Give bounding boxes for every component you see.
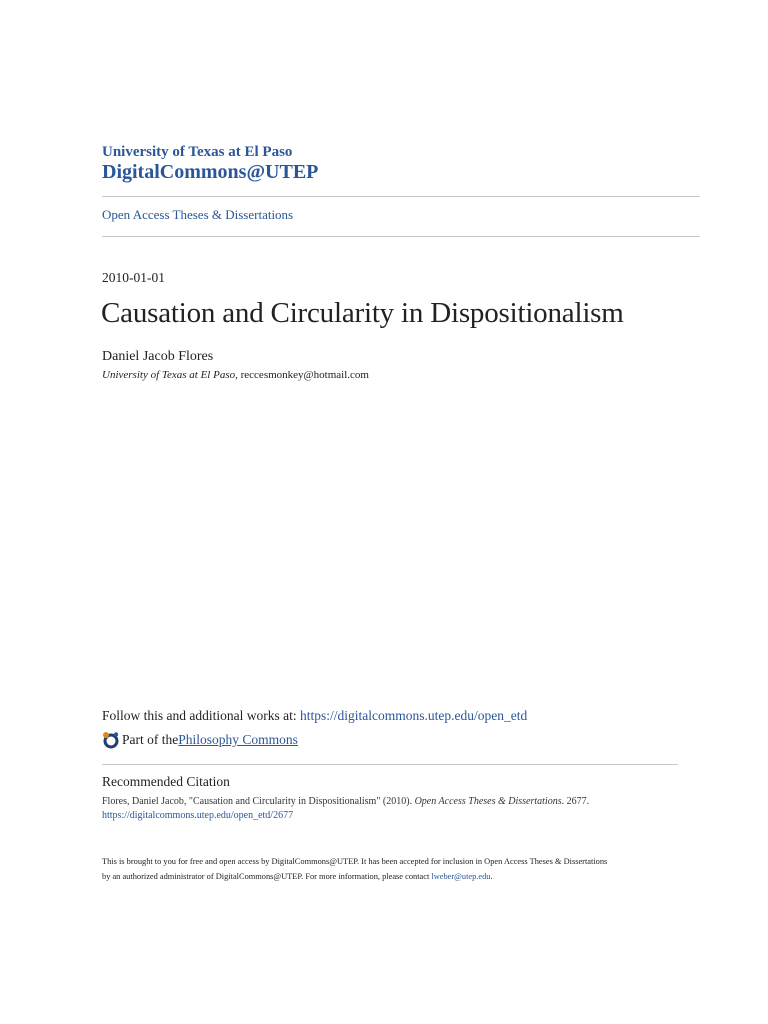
follow-url-link[interactable]: https://digitalcommons.utep.edu/open_etd <box>300 708 528 723</box>
affiliation-email: , reccesmonkey@hotmail.com <box>235 369 369 381</box>
citation-url-link[interactable]: https://digitalcommons.utep.edu/open_etd/2677 <box>102 810 294 821</box>
recommended-citation-heading: Recommended Citation <box>102 774 230 789</box>
network-commons-icon <box>102 731 120 749</box>
citation-suffix: . 2677. <box>561 796 590 807</box>
institution-name[interactable]: University of Texas at El Paso <box>102 144 293 160</box>
follow-line <box>102 708 527 724</box>
author-name: Daniel Jacob Flores <box>102 349 214 364</box>
divider <box>102 236 700 237</box>
follow-prefix: Follow this and additional works at: <box>102 708 300 723</box>
philosophy-commons-link[interactable]: Philosophy Commons <box>178 732 298 747</box>
citation-text <box>102 796 589 807</box>
footer-line-2-suffix: . <box>490 872 493 881</box>
site-name[interactable]: DigitalCommons@UTEP <box>102 161 319 183</box>
citation-journal: Open Access Theses & Dissertations <box>414 796 562 807</box>
author-affiliation <box>102 369 369 381</box>
part-of-prefix: Part of the <box>122 732 179 747</box>
document-title: Causation and Circularity in Dispositionalism <box>101 297 624 329</box>
citation-prefix: Flores, Daniel Jacob, "Causation and Circularity in Dispositionalism" (2010). <box>102 796 415 807</box>
footer-line-2-prefix: by an authorized administrator of DigitalCommons@UTEP. For more information, please contact <box>102 872 432 881</box>
part-of-line <box>102 731 298 749</box>
footer-line-2 <box>102 872 493 881</box>
divider <box>102 764 678 765</box>
publication-date: 2010-01-01 <box>102 270 165 285</box>
collection-link[interactable]: Open Access Theses & Dissertations <box>102 207 294 222</box>
contact-email-link[interactable]: lweber@utep.edu <box>431 872 491 881</box>
affiliation-institution: University of Texas at El Paso <box>102 369 236 381</box>
footer-line-1: This is brought to you for free and open access by DigitalCommons@UTEP. It has been accepted for inclusion in Open Access Theses & Dissertations <box>102 857 608 866</box>
divider <box>102 196 700 197</box>
